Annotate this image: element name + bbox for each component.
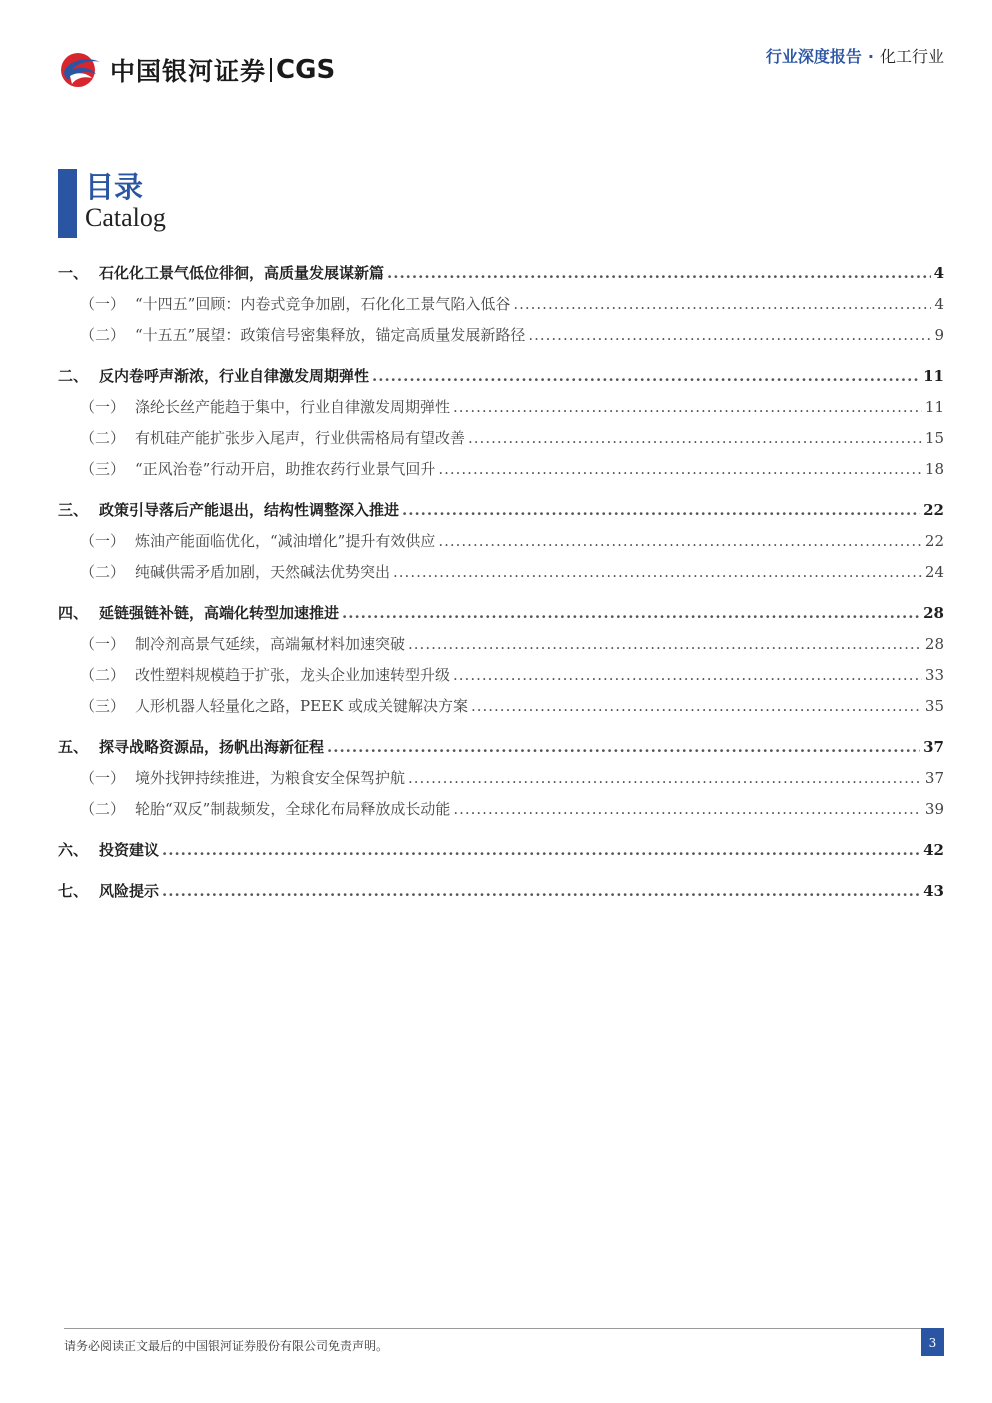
toc-entry-page: 22 bbox=[924, 532, 944, 550]
toc-section-entry[interactable] bbox=[58, 361, 944, 392]
toc-entry-title: 改性塑料规模趋于扩张，龙头企业加速转型升级 bbox=[135, 666, 451, 684]
toc-dot-leader bbox=[393, 557, 922, 588]
toc-entry-title: “正风治卷”行动开启，助推农药行业景气回升 bbox=[135, 460, 436, 478]
toc-entry-number: （一） bbox=[80, 295, 126, 313]
toc-entry-title: 人形机器人轻量化之路，PEEK 或成关键解决方案 bbox=[135, 697, 468, 715]
toc-subsection-entry[interactable] bbox=[58, 660, 944, 691]
toc-entry-number: 四、 bbox=[58, 604, 89, 622]
toc-entry-title: 风险提示 bbox=[99, 882, 160, 900]
toc-entry-number: 七、 bbox=[58, 882, 89, 900]
cgs-swirl-logo-icon bbox=[58, 50, 104, 90]
toc-subsection-entry[interactable] bbox=[58, 320, 944, 351]
toc-dot-leader bbox=[468, 423, 922, 454]
toc-section-entry[interactable] bbox=[58, 876, 944, 907]
logo-divider bbox=[270, 58, 272, 82]
toc-entry-number: （二） bbox=[80, 800, 126, 818]
toc-entry-title: 制冷剂高景气延续，高端氟材料加速突破 bbox=[135, 635, 406, 653]
toc-entry-page: 39 bbox=[924, 800, 944, 818]
toc-entry-number: 五、 bbox=[58, 738, 89, 756]
footer-disclaimer: 请务必阅读正文最后的中国银河证券股份有限公司免责声明。 bbox=[64, 1339, 389, 1353]
report-category bbox=[766, 44, 944, 67]
toc-entry-title: 纯碱供需矛盾加剧，天然碱法优势突出 bbox=[135, 563, 391, 581]
toc-entry-title: 炼油产能面临优化，“减油增化”提升有效供应 bbox=[135, 532, 436, 550]
toc-dot-leader bbox=[342, 598, 920, 629]
toc-entry-page: 35 bbox=[924, 697, 944, 715]
toc-entry-page: 28 bbox=[923, 604, 944, 622]
toc-entry-number: 三、 bbox=[58, 501, 89, 519]
logo-name-cn: 中国银河证券 bbox=[110, 57, 267, 86]
toc-entry-title: 有机硅产能扩张步入尾声，行业供需格局有望改善 bbox=[135, 429, 466, 447]
toc-entry-page: 24 bbox=[924, 563, 944, 581]
toc-dot-leader bbox=[453, 660, 922, 691]
toc-entry-page: 15 bbox=[924, 429, 944, 447]
toc-entry-number: （三） bbox=[80, 460, 126, 478]
toc-entry-number: （一） bbox=[80, 398, 126, 416]
toc-entry-number: 六、 bbox=[58, 841, 89, 859]
toc-subsection-entry[interactable] bbox=[58, 526, 944, 557]
toc-entry-number: （一） bbox=[80, 769, 126, 787]
toc-entry-page: 28 bbox=[924, 635, 944, 653]
toc-dot-leader bbox=[438, 526, 922, 557]
header-separator: · bbox=[867, 47, 874, 66]
page-number-badge: 3 bbox=[921, 1328, 944, 1356]
toc-dot-leader bbox=[327, 732, 920, 763]
toc-section-entry[interactable] bbox=[58, 258, 944, 289]
toc-entry-page: 37 bbox=[924, 769, 944, 787]
toc-subsection-entry[interactable] bbox=[58, 763, 944, 794]
catalog-accent-bar bbox=[58, 169, 77, 238]
toc-entry-number: （二） bbox=[80, 429, 126, 447]
toc-entry-page: 9 bbox=[934, 326, 944, 344]
toc-dot-leader bbox=[471, 691, 922, 722]
toc-entry-title: 涤纶长丝产能趋于集中，行业自律激发周期弹性 bbox=[135, 398, 451, 416]
toc-entry-page: 11 bbox=[923, 367, 944, 385]
industry-name: 化工行业 bbox=[879, 47, 944, 66]
toc-dot-leader bbox=[453, 392, 922, 423]
toc-subsection-entry[interactable] bbox=[58, 629, 944, 660]
toc-entry-title: 反内卷呼声渐浓，行业自律激发周期弹性 bbox=[99, 367, 370, 385]
toc-entry-title: 境外找钾持续推进，为粮食安全保驾护航 bbox=[135, 769, 406, 787]
toc-entry-number: （一） bbox=[80, 635, 126, 653]
toc-section-entry[interactable] bbox=[58, 598, 944, 629]
toc-dot-leader bbox=[162, 876, 920, 907]
toc-entry-number: （二） bbox=[80, 563, 126, 581]
report-type: 行业深度报告 bbox=[765, 47, 862, 66]
toc-subsection-entry[interactable] bbox=[58, 392, 944, 423]
toc-subsection-entry[interactable] bbox=[58, 454, 944, 485]
toc-subsection-entry[interactable] bbox=[58, 557, 944, 588]
toc-dot-leader bbox=[408, 763, 922, 794]
toc-section-entry[interactable] bbox=[58, 495, 944, 526]
logo-name-en: CGS bbox=[276, 55, 336, 85]
toc-entry-page: 22 bbox=[923, 501, 944, 519]
toc-entry-number: 二、 bbox=[58, 367, 89, 385]
toc-subsection-entry[interactable] bbox=[58, 289, 944, 320]
table-of-contents bbox=[58, 258, 944, 907]
toc-dot-leader bbox=[513, 289, 931, 320]
toc-dot-leader bbox=[402, 495, 920, 526]
company-logo bbox=[58, 50, 335, 90]
toc-subsection-entry[interactable] bbox=[58, 423, 944, 454]
footer-divider bbox=[64, 1328, 944, 1329]
toc-entry-number: （三） bbox=[80, 697, 126, 715]
toc-section-entry[interactable] bbox=[58, 835, 944, 866]
toc-entry-page: 42 bbox=[923, 841, 944, 859]
toc-entry-title: 投资建议 bbox=[99, 841, 160, 859]
toc-dot-leader bbox=[408, 629, 922, 660]
toc-entry-page: 18 bbox=[924, 460, 944, 478]
toc-entry-title: 轮胎“双反”制裁频发，全球化布局释放成长动能 bbox=[135, 800, 451, 818]
toc-entry-page: 11 bbox=[924, 398, 944, 416]
toc-entry-title: 石化化工景气低位徘徊，高质量发展谋新篇 bbox=[99, 264, 385, 282]
toc-dot-leader bbox=[438, 454, 922, 485]
toc-section-entry[interactable] bbox=[58, 732, 944, 763]
toc-subsection-entry[interactable] bbox=[58, 691, 944, 722]
toc-entry-title: 探寻战略资源品，扬帆出海新征程 bbox=[99, 738, 325, 756]
catalog-title-cn: 目录 bbox=[85, 170, 144, 204]
toc-entry-number: （二） bbox=[80, 326, 126, 344]
toc-entry-title: “十五五”展望：政策信号密集释放，锚定高质量发展新路径 bbox=[135, 326, 526, 344]
toc-entry-title: “十四五”回顾：内卷式竞争加剧，石化化工景气陷入低谷 bbox=[135, 295, 511, 313]
toc-entry-title: 政策引导落后产能退出，结构性调整深入推进 bbox=[99, 501, 400, 519]
toc-dot-leader bbox=[162, 835, 920, 866]
toc-entry-page: 4 bbox=[934, 295, 944, 313]
toc-subsection-entry[interactable] bbox=[58, 794, 944, 825]
toc-entry-number: （二） bbox=[80, 666, 126, 684]
toc-entry-number: 一、 bbox=[58, 264, 89, 282]
toc-entry-page: 33 bbox=[924, 666, 944, 684]
toc-entry-number: （一） bbox=[80, 532, 126, 550]
toc-entry-page: 4 bbox=[933, 264, 944, 282]
toc-entry-title: 延链强链补链，高端化转型加速推进 bbox=[99, 604, 340, 622]
toc-dot-leader bbox=[387, 258, 931, 289]
toc-dot-leader bbox=[453, 794, 922, 825]
toc-dot-leader bbox=[372, 361, 920, 392]
toc-entry-page: 37 bbox=[923, 738, 944, 756]
toc-dot-leader bbox=[528, 320, 931, 351]
toc-entry-page: 43 bbox=[923, 882, 944, 900]
catalog-title-en: Catalog bbox=[85, 203, 166, 232]
